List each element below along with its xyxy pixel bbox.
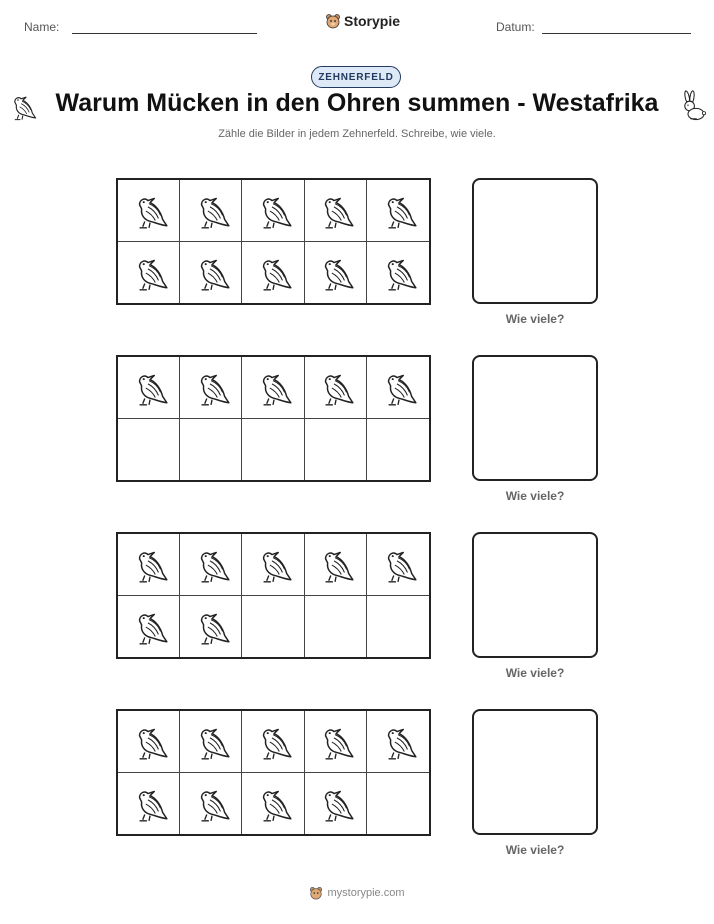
ten-frame-cell bbox=[118, 711, 180, 773]
bird-icon bbox=[252, 189, 294, 231]
bird-icon bbox=[377, 366, 419, 408]
brand bbox=[325, 13, 400, 29]
answer-box-1[interactable] bbox=[472, 178, 598, 304]
answer-label-4: Wie viele? bbox=[505, 843, 565, 857]
ten-frame-cell bbox=[305, 534, 367, 596]
bird-icon bbox=[190, 251, 232, 293]
ten-frame-cell bbox=[242, 711, 304, 773]
bird-icon bbox=[6, 89, 38, 123]
ten-frame-cell bbox=[180, 534, 242, 596]
bird-icon bbox=[314, 251, 356, 293]
bird-icon bbox=[377, 251, 419, 293]
bird-icon bbox=[314, 543, 356, 585]
instructions: Zähle die Bilder in jedem Zehnerfeld. Schreibe, wie viele. bbox=[218, 128, 496, 140]
ten-frame-cell bbox=[180, 711, 242, 773]
bird-icon bbox=[252, 366, 294, 408]
ten-frame-cell bbox=[242, 357, 304, 419]
bird-icon bbox=[128, 543, 170, 585]
ten-frame-cell bbox=[118, 357, 180, 419]
answer-label-1: Wie viele? bbox=[505, 312, 565, 326]
bird-icon bbox=[314, 720, 356, 762]
ten-frame-cell bbox=[305, 180, 367, 242]
answer-box-4[interactable] bbox=[472, 709, 598, 835]
ten-frame-cell bbox=[367, 180, 429, 242]
bird-icon bbox=[377, 543, 419, 585]
ten-frame-4 bbox=[116, 709, 431, 836]
bird-icon bbox=[190, 605, 232, 647]
bird-icon bbox=[377, 189, 419, 231]
ten-frame-cell bbox=[242, 773, 304, 835]
ten-frame-3 bbox=[116, 532, 431, 659]
category-badge: ZEHNERFELD bbox=[311, 66, 401, 88]
ten-frame-cell bbox=[367, 711, 429, 773]
ten-frame-cell bbox=[180, 773, 242, 835]
ten-frame-cell bbox=[242, 596, 304, 658]
bird-icon bbox=[314, 782, 356, 824]
bird-icon bbox=[128, 605, 170, 647]
bird-icon bbox=[128, 720, 170, 762]
ten-frame-cell bbox=[180, 419, 242, 481]
bird-icon bbox=[128, 782, 170, 824]
ten-frame-cell bbox=[118, 242, 180, 304]
bird-icon bbox=[128, 366, 170, 408]
bird-icon bbox=[252, 782, 294, 824]
bird-icon bbox=[190, 366, 232, 408]
bird-icon bbox=[128, 251, 170, 293]
bird-icon bbox=[377, 720, 419, 762]
ten-frame-cell bbox=[180, 242, 242, 304]
ten-frame-cell bbox=[242, 534, 304, 596]
bird-icon bbox=[252, 251, 294, 293]
ten-frame-cell bbox=[180, 180, 242, 242]
bird-icon bbox=[252, 543, 294, 585]
bird-icon bbox=[252, 720, 294, 762]
answer-label-3: Wie viele? bbox=[505, 666, 565, 680]
date-line[interactable] bbox=[542, 33, 691, 34]
bird-icon bbox=[190, 189, 232, 231]
ten-frame-cell bbox=[242, 419, 304, 481]
brand-name: Storypie bbox=[344, 13, 401, 29]
ten-frame-cell bbox=[305, 773, 367, 835]
ten-frame-cell bbox=[180, 596, 242, 658]
ten-frame-cell bbox=[367, 773, 429, 835]
date-label: Datum: bbox=[496, 20, 535, 34]
ten-frame-cell bbox=[305, 242, 367, 304]
ten-frame-cell bbox=[305, 419, 367, 481]
footer-url: mystorypie.com bbox=[327, 887, 405, 899]
bird-icon bbox=[190, 782, 232, 824]
ten-frame-cell bbox=[367, 357, 429, 419]
answer-box-2[interactable] bbox=[472, 355, 598, 481]
ten-frame-cell bbox=[367, 596, 429, 658]
page-title: Warum Mücken in den Ohren summen - Westafrika bbox=[55, 89, 659, 117]
bird-icon bbox=[314, 366, 356, 408]
ten-frame-1 bbox=[116, 178, 431, 305]
bear-logo-icon bbox=[325, 13, 341, 29]
name-line[interactable] bbox=[72, 33, 257, 34]
rabbit-icon bbox=[676, 89, 708, 123]
answer-box-3[interactable] bbox=[472, 532, 598, 658]
ten-frame-cell bbox=[305, 596, 367, 658]
ten-frame-cell bbox=[305, 711, 367, 773]
ten-frame-cell bbox=[118, 596, 180, 658]
ten-frame-cell bbox=[118, 180, 180, 242]
bird-icon bbox=[314, 189, 356, 231]
ten-frame-cell bbox=[305, 357, 367, 419]
ten-frame-cell bbox=[242, 180, 304, 242]
ten-frame-cell bbox=[367, 419, 429, 481]
bear-logo-icon bbox=[309, 886, 323, 900]
name-label: Name: bbox=[24, 20, 60, 34]
ten-frame-cell bbox=[118, 419, 180, 481]
bird-icon bbox=[190, 543, 232, 585]
bird-icon bbox=[190, 720, 232, 762]
ten-frame-cell bbox=[367, 242, 429, 304]
ten-frame-cell bbox=[118, 534, 180, 596]
ten-frame-2 bbox=[116, 355, 431, 482]
answer-label-2: Wie viele? bbox=[505, 489, 565, 503]
ten-frame-cell bbox=[118, 773, 180, 835]
ten-frame-cell bbox=[180, 357, 242, 419]
footer bbox=[0, 886, 714, 900]
ten-frame-cell bbox=[367, 534, 429, 596]
ten-frame-cell bbox=[242, 242, 304, 304]
bird-icon bbox=[128, 189, 170, 231]
